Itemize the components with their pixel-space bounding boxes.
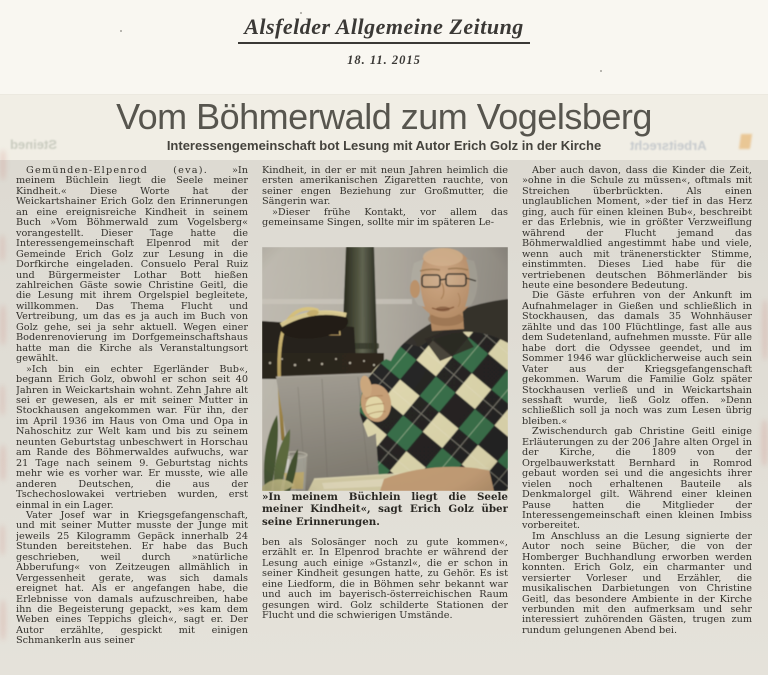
masthead: [0, 14, 768, 68]
article-headline: Vom Böhmerwald zum Vogelsberg: [116, 96, 652, 137]
column-2: [262, 166, 508, 668]
photo-caption: »In meinem Büchlein liegt die Seele meiner Kindheit«, sagt Erich Golz über seine Erinnerungen.: [262, 490, 508, 528]
newspaper-title: Alsfelder Allgemeine Zeitung: [238, 14, 530, 44]
scan-speck: [120, 30, 122, 32]
article-columns: [16, 166, 752, 668]
scan-smudge: [0, 525, 5, 555]
body-paragraph: Zwischendurch gab Christine Geitl einige Erläuterungen zu der 206 Jahre alten Orgel in der Kirche, die 1809 von der Orgelbauwerkstatt Bernhard in Romrod gebaut worden sei und die angesichts ihrer vielen noch erhaltenen Bauteile als Denkmalorgel gilt. Während einer kleinen Pause hatten die Mitglieder der Interessengemeinschaft einen kleinen Imbiss vorbereitet.: [522, 426, 752, 532]
body-paragraph: Die Gäste erfuhren von der Ankunft im Aufnahmelager in Gießen und schließlich in Stockhausen, das damals 35 Wohnhäuser zählte und das 100 Flüchtlinge, fast alle aus dem Sudetenland, aufnehmen musste. Für alle habe dort die Odyssee geendet, und im Sommer 1946 war glücklicherweise auch sein Vater aus der Kriegsgefangenschaft gekommen. Warum die Familie Golz später Stockhausen verließ und in Weickartshain sesshaft wurde, ließ Golz offen. »Denn schließlich soll ja noch was zum Lesen übrig bleiben.«: [522, 290, 752, 427]
dateline: Gemünden-Elpenrod (eva).: [26, 166, 208, 176]
scan-smudge: [739, 134, 752, 149]
body-paragraph: Aber auch davon, dass die Kinder die Zeit, »ohne in die Schule zu müssen«, oftmals mit Streichen überbrückten. Als einen unglaublichen Moment, »der tief in das Herz ging, auch für einen kleinen Bub«, beschreibt er das Erlebnis, wie in größter Verzweiflung während der Flucht jemand das Böhmerwaldlied angestimmt habe und viele, wenn auch mit tränenerstickter Stimme, einstimmten. Dieses Lied habe für die vertriebenen deutschen Böhmerländer bis heute eine besondere Bedeutung.: [522, 166, 752, 291]
body-paragraph: ben als Solosänger noch zu gute kommen«, erzählt er. In Elpenrod brachte er während der Lesung auch einige »Gstanzl«, die er schon in seiner Kindheit gesungen hatte, zu Gehör. Es ist eine Liedform, die in Böhmen sehr bekannt war und auch im bayerisch-österreichischen Raum gesungen wird. Golz schilderte Stationen der Flucht und die schwierigen Umstände.: [262, 536, 508, 622]
column-1: [16, 166, 248, 668]
body-paragraph: »Dieser frühe Kontakt, vor allem das gemeinsame Singen, sollte mir im späteren Le-: [262, 206, 508, 229]
scan-speck: [300, 12, 302, 14]
bleed-through-text: Steined: [10, 137, 57, 152]
scan-smudge: [0, 305, 6, 345]
scan-smudge: [0, 445, 6, 481]
body-paragraph: »Ich bin ein echter Egerländer Bub«, begann Erich Golz, obwohl er schon seit 40 Jahren in Weickartshain wohnt. Zehn Jahre alt sei er gewesen, als er mit seiner Mutter in Stockhausen angekommen war. Für ihn, der im April 1936 im Haus von Oma und Opa in Nahoschitz zur Welt kam und bis zu seinem neunten Geburtstag unbeschwert in Horschau am Rande des Böhmerwaldes aufwuchs, war 21 Tage nach seinem 9. Geburtstag nichts mehr wie es vorher war. Er musste, wie alle anderen Deutschen, die aus der Tschechoslowakei vertrieben wurden, erst einmal in ein Lager.: [16, 363, 248, 511]
scan-smudge: [0, 150, 6, 180]
body-paragraph: Im Anschluss an die Lesung signierte der Autor noch seine Bücher, die von der Homberger Buchhandlung erworben werden konnten. Erich Golz, ein charmanter und versierter Vorleser und Erzähler, die musikalischen Darbietungen von Christine Geitl, das besondere Ambiente in der Kirche verbunden mit den aufmerksam und sehr interessiert zuhörenden Gästen, trugen zum rundum gelungenen Abend bei.: [522, 530, 752, 636]
column-3: [522, 166, 752, 668]
scan-smudge: [762, 300, 768, 360]
body-paragraph: Vater Josef war in Kriegsgefangenschaft, und mit seiner Mutter musste der Junge mit jeweils 25 Kilogramm Gepäck innerhalb 24 Stunden bereitstehen. Er habe das Buch geschrieben, weil durch »natürliche Abberufung« von Zeitzeugen allmählich in Vergessenheit gerate, was sich damals ereignet hat. Als er angefangen habe, die Erlebnisse von damals aufzuschreiben, habe ihn die Begeisterung gepackt, »es kam dem Weben eines Teppichs gleich«, sagt er. Der Autor erzählte, gespickt mit einigen Schmankerln aus seiner: [16, 509, 248, 647]
scan-smudge: [0, 600, 6, 640]
scan-speck: [600, 70, 602, 72]
body-paragraph: [16, 166, 248, 365]
photo-illustration: [262, 247, 508, 491]
article-subhead: Interessengemeinschaft bot Lesung mit Autor Erich Golz in der Kirche: [166, 138, 602, 153]
body-paragraph: Kindheit, in der er mit neun Jahren heimlich die ersten amerikanischen Zigaretten rauchte, von seiner engen Beziehung zur Großmutter, die Sängerin war.: [262, 166, 508, 208]
scan-smudge: [761, 420, 768, 466]
scan-smudge: [0, 385, 5, 415]
paragraph-text: »In meinem Büchlein liegt die Seele meiner Kindheit.« Diese Worte hat der Weickartshainer Erich Golz den Erinnerungen an eine ereignisreiche Kindheit in seinem Buch »Vom Böhmerwald zum Vogelsberg« vorangestellt. Dieser Tage hatte die Interessengemeinschaft Elpenrod mit der Gemeinde Erich Golz zur Lesung in die Dorfkirche eingeladen. Consuelo Peral Ruiz und Bürgermeister Lothar Bott hießen zahlreichen Gäste sowie Christine Geitl, die die Lesung mit ihrem Orgelspiel begleitete, willkommen. Das Thema Flucht und Vertreibung, um das es ja auch im Buch von Golz gehe, sei ja sehr aktuell. Wegen einer Bodenrenovierung im Dorfgemeinschaftshaus hatte man die Kirche als Veranstaltungsort gewählt.: [16, 166, 248, 365]
scan-smudge: [0, 235, 5, 261]
bleed-through-text: Arbeitsrecht: [630, 138, 707, 153]
issue-date: 18. 11. 2015: [347, 53, 421, 67]
article-photo: [262, 247, 508, 491]
